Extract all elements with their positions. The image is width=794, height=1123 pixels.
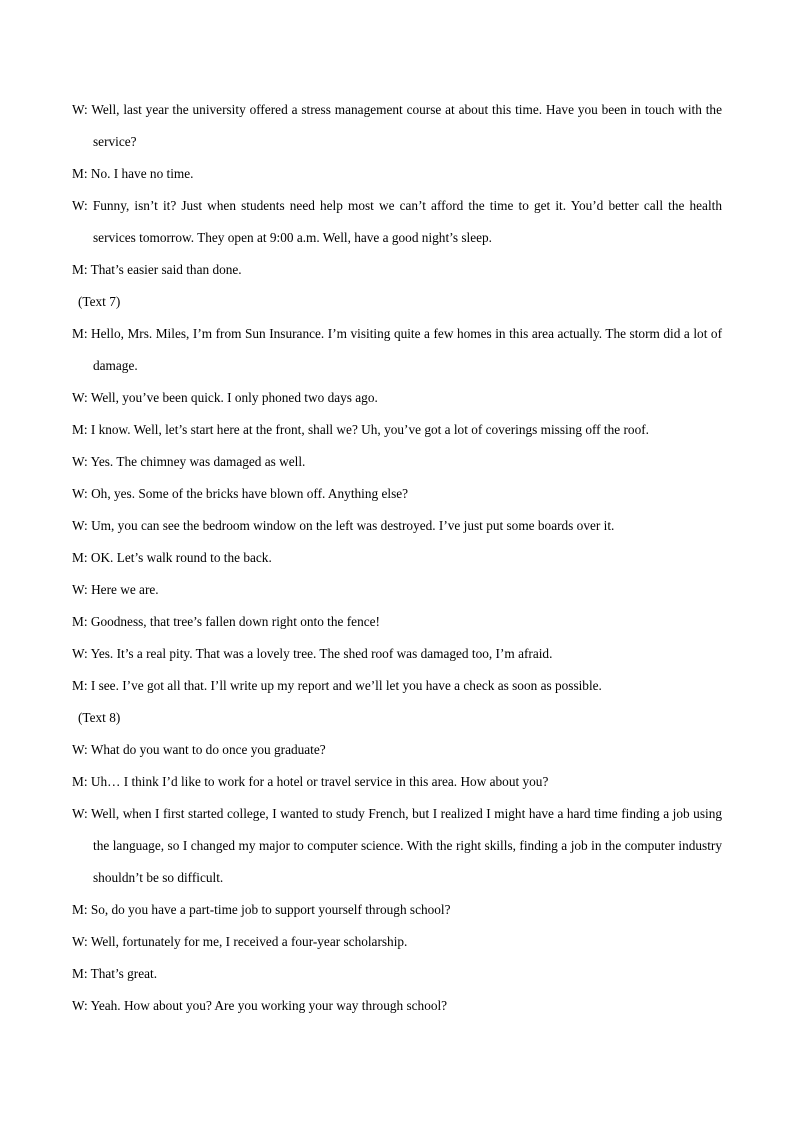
- dialogue-line: M: I see. I’ve got all that. I’ll write up my report and we’ll let you have a check as soon as possible.: [72, 678, 602, 693]
- dialogue-line: W: Well, fortunately for me, I received a four-year scholarship.: [72, 934, 408, 949]
- dialogue-line: M: No. I have no time.: [72, 166, 194, 181]
- section-heading-text-8: (Text 8): [78, 710, 121, 725]
- dialogue-line: W: Yes. The chimney was damaged as well.: [72, 454, 306, 469]
- dialogue-line: W: Oh, yes. Some of the bricks have blown off. Anything else?: [72, 486, 409, 501]
- section-heading-text-7: (Text 7): [78, 294, 121, 309]
- dialogue-line: W: Here we are.: [72, 582, 159, 597]
- dialogue-line: W: Yes. It’s a real pity. That was a lovely tree. The shed roof was damaged too, I’m afraid.: [72, 646, 553, 661]
- dialogue-line: W: Well, last year the university offered a stress management course at about this time. Have you been in touch with the service?: [72, 102, 722, 149]
- dialogue-line: M: I know. Well, let’s start here at the front, shall we? Uh, you’ve got a lot of coverings missing off the roof.: [72, 422, 649, 437]
- dialogue-line: M: That’s easier said than done.: [72, 262, 242, 277]
- dialogue-line: M: Uh… I think I’d like to work for a hotel or travel service in this area. How about you?: [72, 774, 549, 789]
- dialogue-line: M: Goodness, that tree’s fallen down right onto the fence!: [72, 614, 380, 629]
- dialogue-line: M: That’s great.: [72, 966, 158, 981]
- dialogue-line: W: Well, when I first started college, I wanted to study French, but I realized I might have a hard time finding a job using the language, so I changed my major to computer science. With the right skills, finding a job in the computer industry shouldn’t be so difficult.: [72, 806, 722, 885]
- dialogue-line: M: OK. Let’s walk round to the back.: [72, 550, 272, 565]
- dialogue-transcript: [72, 94, 722, 1022]
- dialogue-line: W: Yeah. How about you? Are you working your way through school?: [72, 998, 448, 1013]
- dialogue-line: W: Funny, isn’t it? Just when students need help most we can’t afford the time to get it. You’d better call the health services tomorrow. They open at 9:00 a.m. Well, have a good night’s sleep.: [72, 198, 722, 245]
- dialogue-line: M: So, do you have a part-time job to support yourself through school?: [72, 902, 451, 917]
- dialogue-line: W: Well, you’ve been quick. I only phoned two days ago.: [72, 390, 378, 405]
- dialogue-line: M: Hello, Mrs. Miles, I’m from Sun Insurance. I’m visiting quite a few homes in this area actually. The storm did a lot of damage.: [72, 326, 722, 373]
- dialogue-line: W: What do you want to do once you graduate?: [72, 742, 326, 757]
- dialogue-line: W: Um, you can see the bedroom window on the left was destroyed. I’ve just put some boards over it.: [72, 518, 615, 533]
